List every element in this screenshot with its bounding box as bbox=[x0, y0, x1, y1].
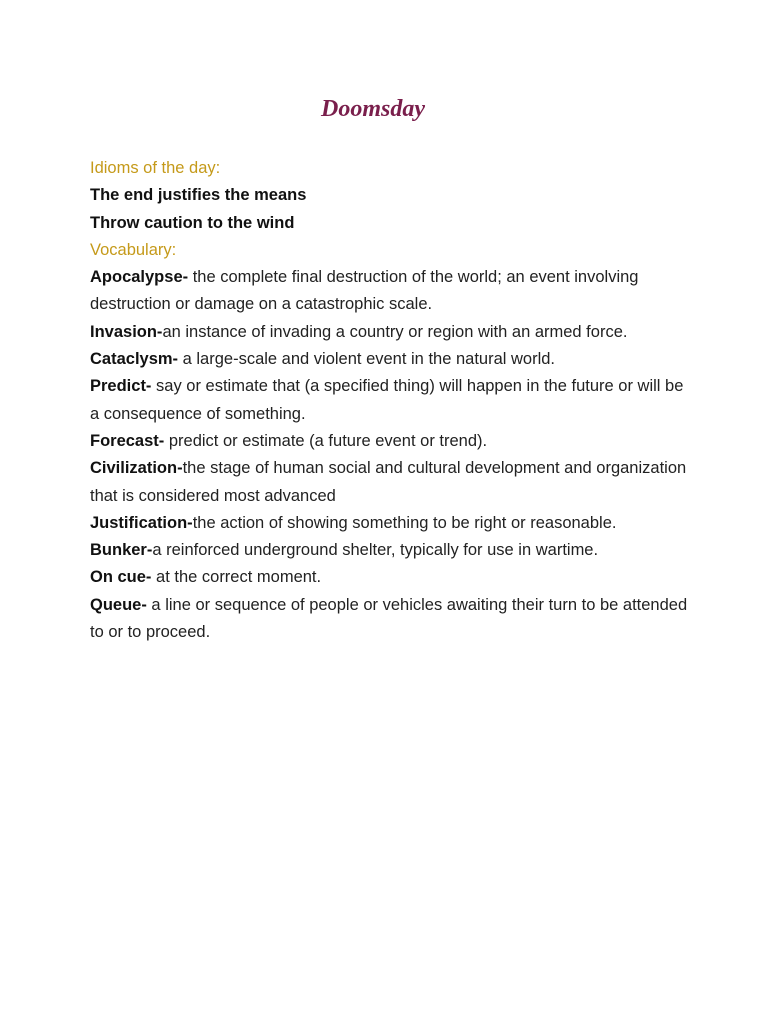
vocabulary-term: Bunker- bbox=[90, 541, 153, 560]
vocabulary-term: Predict- bbox=[90, 377, 152, 396]
vocabulary-term: Queue- bbox=[90, 595, 147, 614]
vocabulary-entry bbox=[90, 319, 690, 346]
vocabulary-term: Cataclysm- bbox=[90, 350, 179, 369]
vocabulary-definition: predict or estimate (a future event or trend). bbox=[164, 431, 488, 450]
vocabulary-term: Apocalypse- bbox=[90, 268, 189, 287]
vocabulary-definition: at the correct moment. bbox=[151, 568, 322, 587]
document-body bbox=[90, 155, 690, 646]
vocabulary-entry bbox=[90, 455, 690, 510]
vocabulary-entry bbox=[90, 510, 690, 537]
vocabulary-term: On cue- bbox=[90, 568, 152, 587]
vocabulary-definition: the stage of human social and cultural development and organization that is considered most advanced bbox=[90, 459, 687, 505]
vocabulary-entry bbox=[90, 564, 690, 591]
idioms-heading: Idioms of the day: bbox=[90, 159, 221, 177]
vocabulary-definition: a large-scale and violent event in the natural world. bbox=[178, 350, 556, 369]
vocabulary-definition: the action of showing something to be right or reasonable. bbox=[192, 513, 617, 532]
idiom-line: Throw caution to the wind bbox=[90, 213, 295, 232]
vocabulary-term: Civilization- bbox=[90, 459, 183, 478]
vocabulary-entry bbox=[90, 592, 690, 647]
document-title: Doomsday bbox=[321, 96, 425, 122]
vocabulary-term: Forecast- bbox=[90, 431, 165, 450]
vocabulary-term: Justification- bbox=[90, 513, 193, 532]
vocabulary-entry bbox=[90, 264, 690, 319]
idiom-line: The end justifies the means bbox=[90, 186, 307, 205]
vocabulary-definition: say or estimate that (a specified thing) will happen in the future or will be a consequence of something. bbox=[90, 377, 684, 423]
vocabulary-definition: an instance of invading a country or region with an armed force. bbox=[162, 322, 628, 341]
vocabulary-definition: a line or sequence of people or vehicles awaiting their turn to be attended to or to proceed. bbox=[90, 595, 688, 642]
vocabulary-definition: a reinforced underground shelter, typically for use in wartime. bbox=[152, 541, 599, 560]
vocabulary-heading: Vocabulary: bbox=[90, 240, 177, 259]
vocabulary-term: Invasion- bbox=[90, 322, 163, 341]
vocabulary-entry bbox=[90, 373, 690, 428]
vocabulary-entry bbox=[90, 346, 690, 373]
vocabulary-entry bbox=[90, 537, 690, 564]
vocabulary-definition: the complete final destruction of the world; an event involving destruction or damage on a catastrophic scale. bbox=[90, 268, 639, 314]
vocabulary-entry bbox=[90, 428, 690, 455]
